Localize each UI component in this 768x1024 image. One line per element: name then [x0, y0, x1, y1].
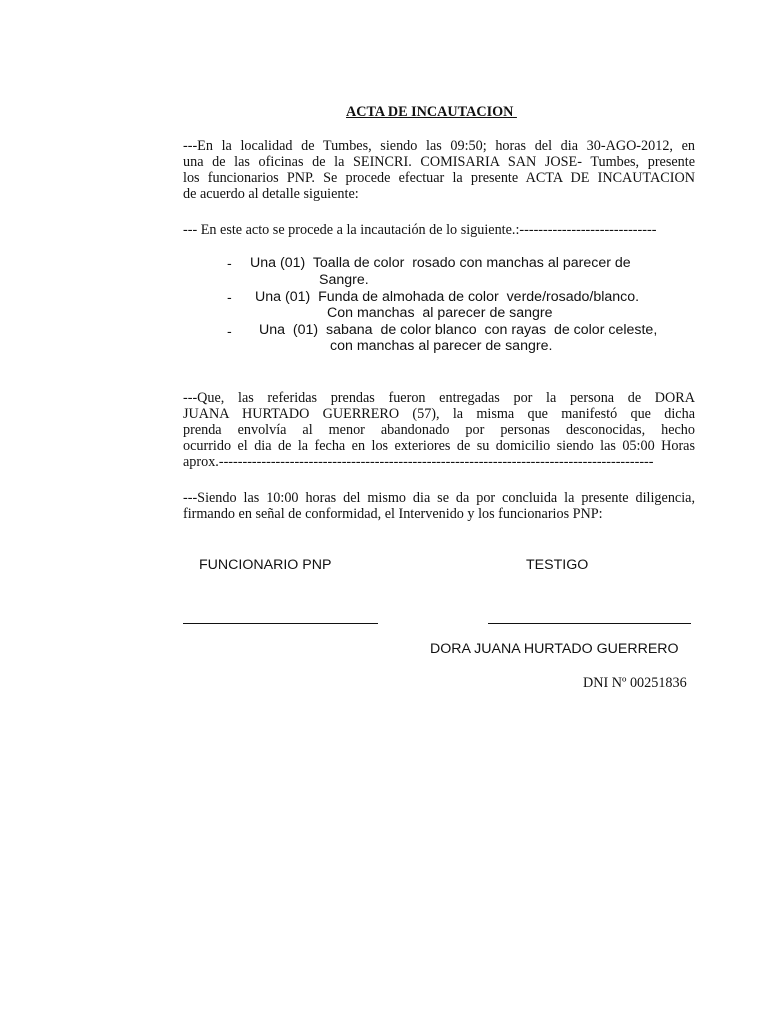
signature-label-funcionario: FUNCIONARIO PNP [199, 557, 332, 573]
list-bullet: - [227, 256, 232, 272]
witness-dni: DNI Nº 00251836 [583, 675, 687, 691]
incautacion-paragraph [183, 222, 695, 238]
que-line: ---Que, las referidas prendas fueron entregadas por la persona de DORA [183, 390, 695, 406]
que-line: aprox.-------------------------------------------------------------------------------------------- [183, 454, 654, 470]
closing-line: firmando en señal de conformidad, el Intervenido y los funcionarios PNP: [183, 506, 603, 522]
closing-paragraph [183, 490, 695, 522]
que-line: JUANA HURTADO GUERRERO (57), la misma que manifestó que dicha [183, 406, 695, 422]
signature-line-testigo [488, 623, 691, 624]
intro-paragraph [183, 138, 695, 202]
list-item-line: Una (01) Toalla de color rosado con manchas al parecer de [250, 255, 631, 271]
intro-line: ---En la localidad de Tumbes, siendo las 09:50; horas del dia 30-AGO-2012, en [183, 138, 695, 154]
que-line: ocurrido el dia de la fecha en los exteriores de su domicilio siendo las 05:00 Horas [183, 438, 695, 454]
signature-label-testigo: TESTIGO [526, 557, 589, 573]
list-item-line: Sangre. [319, 272, 369, 288]
list-item-line: Con manchas al parecer de sangre [327, 305, 553, 321]
list-bullet: - [227, 324, 232, 340]
que-line: prenda envolvía al menor abandonado por personas desconocidas, hecho [183, 422, 695, 438]
document-title: ACTA DE INCAUTACION [346, 104, 517, 120]
closing-line: ---Siendo las 10:00 horas del mismo dia se da por concluida la presente diligencia, [183, 490, 695, 506]
list-item-line: Una (01) Funda de almohada de color verde/rosado/blanco. [255, 289, 640, 305]
intro-line: una de las oficinas de la SEINCRI. COMISARIA SAN JOSE- Tumbes, presente [183, 154, 695, 170]
signature-line-funcionario [183, 623, 378, 624]
que-paragraph [183, 390, 695, 470]
witness-name: DORA JUANA HURTADO GUERRERO [430, 641, 679, 657]
intro-line: los funcionarios PNP. Se procede efectuar la presente ACTA DE INCAUTACION [183, 170, 695, 186]
incautacion-line: --- En este acto se procede a la incautación de lo siguiente.:----------------------------- [183, 222, 657, 238]
list-item-line: Una (01) sabana de color blanco con rayas de color celeste, [259, 322, 658, 338]
list-bullet: - [227, 290, 232, 306]
intro-line: de acuerdo al detalle siguiente: [183, 186, 359, 202]
list-item-line: con manchas al parecer de sangre. [330, 338, 553, 354]
